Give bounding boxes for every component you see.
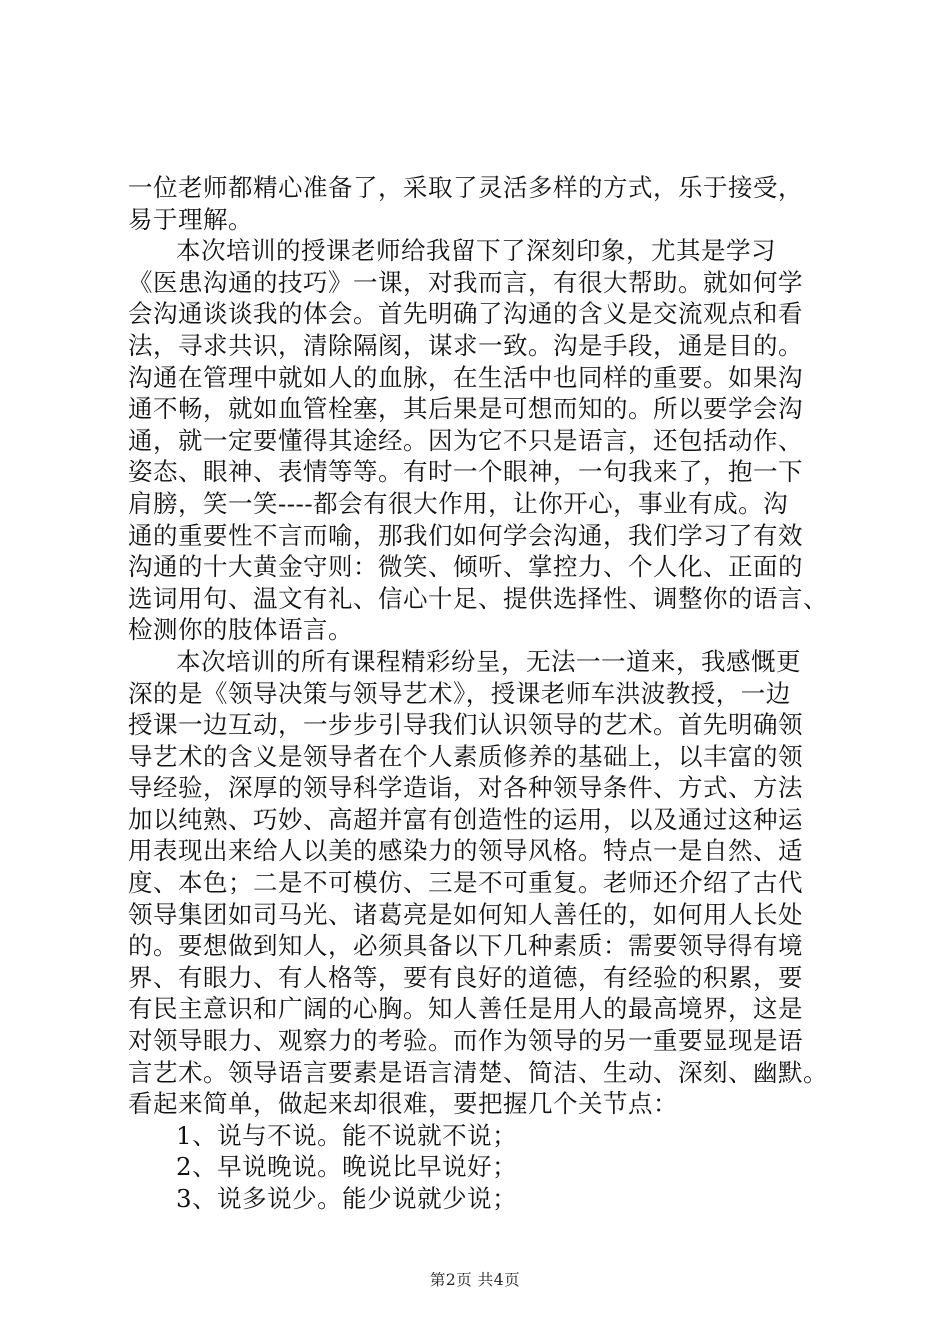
- text-line: 用表现出来给人以美的感染力的领导风格。特点一是自然、适: [128, 836, 803, 866]
- text-line: 选词用句、温文有礼、信心十足、提供选择性、调整你的语言、: [128, 583, 828, 613]
- text-line: 看起来简单，做起来却很难，要把握几个关节点：: [128, 1089, 678, 1119]
- text-line: 导经验，深厚的领导科学造诣，对各种领导条件、方式、方法: [128, 773, 803, 803]
- text-line: 界、有眼力、有人格等，要有良好的道德，有经验的积累，要: [128, 962, 803, 992]
- text-line: 沟通的十大黄金守则：微笑、倾听、掌控力、个人化、正面的: [128, 552, 803, 582]
- text-line: 导艺术的含义是领导者在个人素质修养的基础上，以丰富的领: [128, 741, 803, 771]
- text-line: 授课一边互动，一步步引导我们认识领导的艺术。首先明确领: [128, 710, 803, 740]
- body-text: [128, 172, 858, 1215]
- text-line: 度、本色；二是不可模仿、三是不可重复。老师还介绍了古代: [128, 868, 803, 898]
- list-item: 3、说多说少。能少说就少说；: [176, 1184, 518, 1213]
- page-footer: 第2页 共4页: [429, 1271, 521, 1289]
- text-line: 会沟通谈谈我的体会。首先明确了沟通的含义是交流观点和看: [128, 299, 803, 329]
- text-line: 通，就一定要懂得其途经。因为它不只是语言，还包括动作、: [128, 425, 803, 455]
- text-line: 领导集团如司马光、诸葛亮是如何知人善任的，如何用人长处: [128, 899, 803, 929]
- text-line: 的。要想做到知人，必须具备以下几种素质：需要领导得有境: [128, 931, 803, 961]
- text-line: 深的是《领导决策与领导艺术》，授课老师车洪波教授，一边: [128, 678, 791, 708]
- paragraph-start-line: 本次培训的所有课程精彩纷呈，无法一一道来，我感慨更: [176, 646, 801, 676]
- paragraph-start-line: 本次培训的授课老师给我留下了深刻印象，尤其是学习: [176, 236, 776, 266]
- text-line: 加以纯熟、巧妙、高超并富有创造性的运用，以及通过这种运: [128, 804, 803, 834]
- text-line: 姿态、眼神、表情等等。有时一个眼神，一句我来了，抱一下: [128, 457, 803, 487]
- text-line: 法，寻求共识，清除隔阂，谋求一致。沟是手段，通是目的。: [128, 330, 803, 360]
- text-line: 检测你的肢体语言。: [128, 615, 353, 645]
- text-line: 有民主意识和广阔的心胸。知人善任是用人的最高境界，这是: [128, 994, 803, 1024]
- text-line: 易于理解。: [128, 204, 253, 234]
- text-line: 沟通在管理中就如人的血脉，在生活中也同样的重要。如果沟: [128, 362, 803, 392]
- text-line: 肩膀，笑一笑----都会有很大作用，让你开心，事业有成。沟: [128, 488, 789, 518]
- text-line: 通不畅，就如血管栓塞，其后果是可想而知的。所以要学会沟: [128, 394, 803, 424]
- text-line: 《医患沟通的技巧》一课，对我而言，有很大帮助。就如何学: [128, 267, 803, 297]
- text-line: 通的重要性不言而喻，那我们如何学会沟通，我们学习了有效: [128, 520, 803, 550]
- text-line: 言艺术。领导语言要素是语言清楚、简洁、生动、深刻、幽默。: [128, 1057, 828, 1087]
- text-line: 对领导眼力、观察力的考验。而作为领导的另一重要显现是语: [128, 1026, 803, 1056]
- list-item: 1、说与不说。能不说就不说；: [176, 1120, 518, 1150]
- list-item: 2、早说晚说。晚说比早说好；: [176, 1152, 518, 1182]
- text-line: 一位老师都精心准备了，采取了灵活多样的方式，乐于接受，: [128, 173, 803, 202]
